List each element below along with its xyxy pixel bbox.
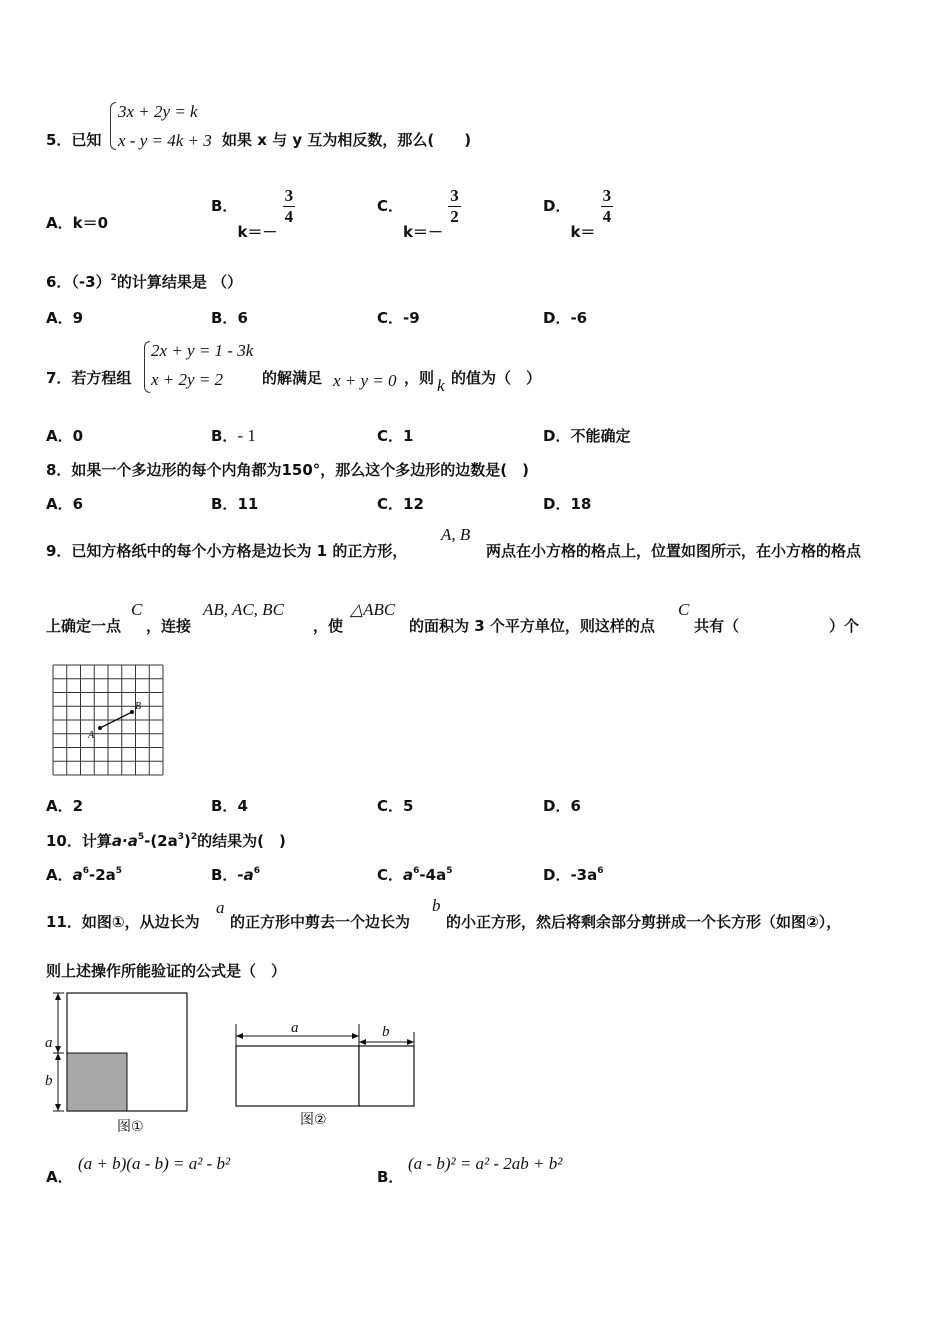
q6-option-c[interactable]: C．-9 (377, 309, 420, 327)
q7-then: ，则 (404, 369, 435, 387)
fig2-label-a: a (291, 1020, 299, 1036)
q7-option-a[interactable]: A．0 (46, 427, 84, 445)
q7-option-b[interactable]: B．- 1 (211, 426, 256, 445)
q8-option-c[interactable]: C．12 (377, 495, 424, 513)
q9-option-d[interactable]: D．6 (543, 797, 581, 815)
q8-option-a[interactable]: A．6 (46, 495, 84, 513)
q7-mid: 的解满足 (262, 369, 323, 387)
q9-line2-a: 上确定一点 (46, 617, 122, 635)
q9-point-c: C (131, 600, 143, 619)
q5-eq2: x - y = 4k + 3 (118, 131, 212, 150)
q9-line2-e: 共有（ ）个 (694, 617, 860, 635)
q11-option-a-letter[interactable]: A． (46, 1168, 73, 1186)
label-a: A (88, 730, 95, 741)
q10-option-c[interactable]: C．$a^6-4a^5$ (377, 866, 453, 884)
fig1-caption: 图① (117, 1119, 144, 1135)
q6-option-a[interactable]: A．9 (46, 309, 84, 327)
q7-post: 的值为（ ） (451, 369, 542, 387)
grid-lines (53, 665, 163, 775)
q11-var-b: b (432, 896, 441, 915)
rect-left (236, 1046, 359, 1106)
q9-option-a[interactable]: A．2 (46, 797, 84, 815)
q9-stem-line1-a: 9．已知方格纸中的每个小方格是边长为 1 的正方形， (46, 542, 408, 560)
q10-stem: 10．计算$a\cdot a^5-(2a^3)^2$的结果为( ) (46, 832, 286, 850)
rect-right (359, 1046, 414, 1106)
q11-stem-a: 11．如图①，从边长为 (46, 913, 200, 931)
q5-eq1: 3x + 2y = k (118, 102, 198, 121)
q9-line2-d: 的面积为 3 个平方单位，则这样的点 (409, 617, 655, 635)
q11-option-a-formula[interactable]: (a + b)(a - b) = a² - b² (78, 1154, 231, 1173)
q11-figure-1 (40, 985, 200, 1137)
q5-option-d[interactable]: D．k＝ $\frac{3}{4}$ (543, 186, 612, 241)
q7-option-c[interactable]: C．1 (377, 427, 414, 445)
label-b: B (135, 701, 142, 712)
q7-eq1: 2x + y = 1 - 3k (151, 341, 254, 360)
q8-stem: 8．如果一个多边形的每个内角都为150°，那么这个多边形的边数是( ) (46, 461, 529, 479)
q9-stem-line1-b: 两点在小方格的格点上，位置如图所示，在小方格的格点 (486, 542, 862, 560)
q5-brace (110, 102, 116, 150)
fig2-caption: 图② (300, 1112, 327, 1128)
q5-option-a[interactable]: A．k＝0 (46, 214, 109, 232)
q11-var-a: a (216, 898, 225, 917)
q9-line2-c: ，使 (313, 617, 344, 635)
point-a (98, 726, 102, 730)
q11-figure-2 (228, 1010, 423, 1130)
q9-triangle: △ABC (350, 600, 396, 619)
q11-stem-b: 的正方形中剪去一个边长为 (230, 913, 411, 931)
q6-option-d[interactable]: D．-6 (543, 309, 588, 327)
q7-k: k (437, 376, 445, 395)
fig1-label-a: a (45, 1035, 53, 1051)
q9-points: A, B (441, 525, 471, 544)
fig2-label-b: b (382, 1024, 390, 1040)
q6-option-b[interactable]: B．6 (211, 309, 248, 327)
q7-option-d[interactable]: D．不能确定 (543, 427, 631, 445)
q7-eq2: x + 2y = 2 (151, 370, 224, 389)
q7-prefix: 7．若方程组 (46, 369, 132, 387)
q8-option-b[interactable]: B．11 (211, 495, 259, 513)
q11-option-b-formula[interactable]: (a - b)² = a² - 2ab + b² (408, 1154, 563, 1173)
q11-option-b-letter[interactable]: B． (377, 1168, 404, 1186)
q5-option-b[interactable]: B．k＝－ $\frac{3}{4}$ (211, 186, 294, 241)
q7-condition: x + y = 0 (333, 371, 397, 390)
q10-option-d[interactable]: D．$-3a^6$ (543, 866, 604, 884)
q11-stem-line2: 则上述操作所能验证的公式是（ ） (46, 962, 287, 980)
fig1-label-b: b (45, 1073, 53, 1089)
q9-grid-figure (50, 662, 166, 778)
q5-number: 5．已知 (46, 131, 102, 149)
cut-square (67, 1053, 127, 1111)
q9-line2-b: ，连接 (146, 617, 192, 635)
q5-option-c[interactable]: C．k＝－ $\frac{3}{2}$ (377, 186, 459, 241)
point-b (130, 710, 134, 714)
q10-option-a[interactable]: A．$a^6-2a^5$ (46, 866, 123, 884)
q6-stem: 6．$(-3)^2$的计算结果是 （） (46, 273, 243, 291)
q10-option-b[interactable]: B．$-a^6$ (211, 866, 261, 884)
q11-stem-c: 的小正方形，然后将剩余部分剪拼成一个长方形（如图②）， (446, 913, 842, 931)
q9-option-c[interactable]: C．5 (377, 797, 414, 815)
q9-option-b[interactable]: B．4 (211, 797, 248, 815)
q8-option-d[interactable]: D．18 (543, 495, 592, 513)
q7-brace (144, 341, 150, 393)
q5-condition: 如果 x 与 y 互为相反数，那么( ) (222, 131, 472, 149)
q9-segments: AB, AC, BC (203, 600, 284, 619)
q9-point-c2: C (678, 600, 690, 619)
